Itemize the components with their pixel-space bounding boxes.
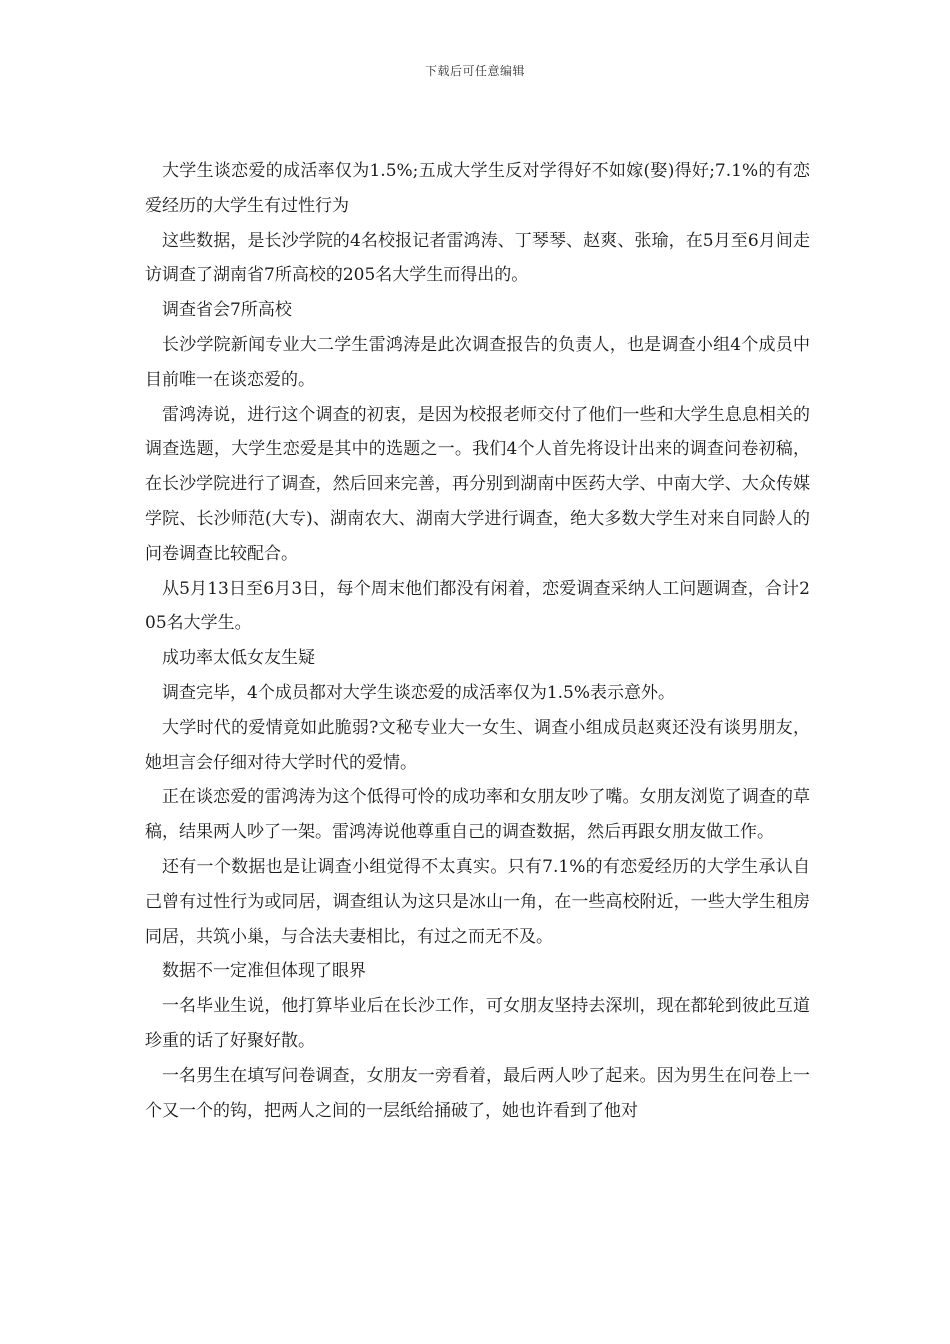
paragraph: 大学时代的爱情竟如此脆弱?文秘专业大一女生、调查小组成员赵爽还没有谈男朋友，她坦言会仔细对待大学时代的爱情。 [145, 717, 810, 773]
section-heading: 数据不一定准但体现了眼界 [162, 961, 366, 982]
section-heading: 成功率太低女友生疑 [162, 648, 315, 669]
paragraph: 还有一个数据也是让调查小组觉得不太真实。只有7.1%的有恋爱经历的大学生承认自己曾有过性行为或同居，调查组认为这只是冰山一角，在一些高校附近，一些大学生租房同居，共筑小巢，与合法夫妻相比，有过之而无不及。 [145, 856, 810, 947]
paragraph: 长沙学院新闻专业大二学生雷鸿涛是此次调查报告的负责人，也是调查小组4个成员中目前唯一在谈恋爱的。 [145, 334, 810, 390]
document-body [145, 154, 810, 1128]
paragraph: 大学生谈恋爱的成活率仅为1.5%;五成大学生反对学得好不如嫁(娶)得好;7.1%的有恋爱经历的大学生有过性行为 [145, 161, 810, 216]
paragraph: 一名毕业生说，他打算毕业后在长沙工作，可女朋友坚持去深圳，现在都轮到彼此互道珍重的话了好聚好散。 [145, 996, 810, 1051]
section-heading: 调查省会7所高校 [162, 300, 292, 321]
paragraph: 一名男生在填写问卷调查，女朋友一旁看着，最后两人吵了起来。因为男生在问卷上一个又一个的钩，把两人之间的一层纸给捅破了，她也许看到了他对 [145, 1065, 810, 1121]
paragraph: 雷鸿涛说，进行这个调查的初衷，是因为校报老师交付了他们一些和大学生息息相关的调查选题，大学生恋爱是其中的选题之一。我们4个人首先将设计出来的调查问卷初稿，在长沙学院进行了调查，然后回来完善，再分别到湖南中医药大学、中南大学、大众传媒学院、长沙师范(大专)、湖南农大、湖南大学进行调查，绝大多数大学生对来自同龄人的问卷调查比较配合。 [145, 404, 810, 564]
paragraph: 这些数据，是长沙学院的4名校报记者雷鸿涛、丁琴琴、赵爽、张瑜，在5月至6月间走访调查了湖南省7所高校的205名大学生而得出的。 [145, 230, 810, 286]
page-header: 下载后可任意编辑 [424, 64, 525, 78]
paragraph: 正在谈恋爱的雷鸿涛为这个低得可怜的成功率和女朋友吵了嘴。女朋友浏览了调查的草稿，结果两人吵了一架。雷鸿涛说他尊重自己的调查数据，然后再跟女朋友做工作。 [145, 787, 810, 843]
paragraph: 从5月13日至6月3日，每个周末他们都没有闲着，恋爱调查采纳人工问题调查，合计205名大学生。 [145, 578, 810, 634]
paragraph: 调查完毕，4个成员都对大学生谈恋爱的成活率仅为1.5%表示意外。 [162, 682, 676, 703]
